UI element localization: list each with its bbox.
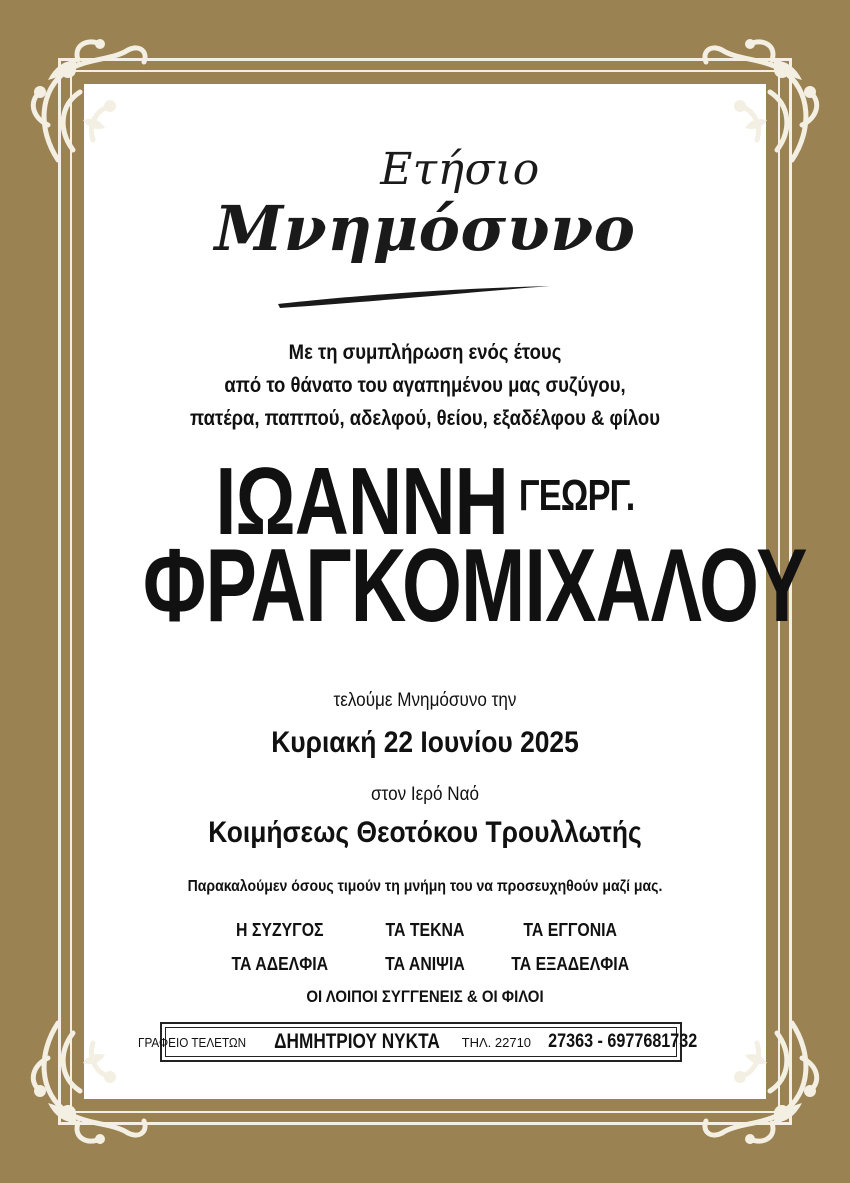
title-line-2: Μνημόσυνο [214,192,636,265]
relative-group: ΤΑ ΤΕΚΝΑ [385,920,465,940]
brush-swash-icon [274,280,554,315]
phone-numbers: 27363 - 6977681732 [548,1031,698,1052]
relatives-row-1 [125,920,725,941]
office-label: ΓΡΑΦΕΙΟ ΤΕΛΕΤΩΝ [137,1034,246,1050]
phone-label: ΤΗΛ. 22710 [461,1034,532,1050]
intro-line: από το θάνατο του αγαπημένου μας συζύγου, [224,374,626,397]
intro-line: Με τη συμπλήρωση ενός έτους [288,341,562,364]
relative-group: ΤΑ ΕΓΓΟΝΙΑ [523,920,617,940]
service-church: Κοιμήσεως Θεοτόκου Τρουλλωτής [208,816,642,849]
funeral-office-box [137,1022,698,1062]
title-line-1: Ετήσιο [380,144,540,195]
relative-group: ΤΑ ΑΔΕΛΦΙΑ [231,954,329,974]
relatives-row-3 [125,987,725,1007]
relative-group: Η ΣΥΖΥΓΟΣ [236,920,324,940]
service-lead: τελούμε Μνημόσυνο την [333,690,517,711]
prayer-request: Παρακαλούμεν όσους τιμούν τη μνήμη του να προσευχηθούν μαζί μας. [187,878,663,895]
relatives-row-2 [125,954,725,975]
deceased-surname: ΦΡΑΓΚΟΜΙΧΑΛΟΥ [143,528,807,644]
service-date: Κυριακή 22 Ιουνίου 2025 [271,726,579,759]
notice-content [84,84,807,1099]
office-name: ΔΗΜΗΤΡΙΟΥ ΝΥΚΤΑ [273,1030,440,1053]
relative-group: ΤΑ ΕΞΑΔΕΛΦΙΑ [511,954,630,974]
deceased-father-name: ΓΕΩΡΓ. [518,471,635,520]
intro-text [125,336,725,435]
funeral-office-text [137,1027,698,1057]
relative-group: ΤΑ ΑΝΙΨΙΑ [385,954,465,974]
service-place-lead: στον Ιερό Ναό [371,784,479,805]
intro-line: πατέρα, παππού, αδελφού, θείου, εξαδέλφου & φίλου [190,407,660,430]
deceased-first-name: ΙΩΑΝΝΗ [215,448,508,555]
relative-group: ΟΙ ΛΟΙΠΟΙ ΣΥΓΓΕΝΕΙΣ & ΟΙ ΦΙΛΟΙ [306,987,544,1006]
